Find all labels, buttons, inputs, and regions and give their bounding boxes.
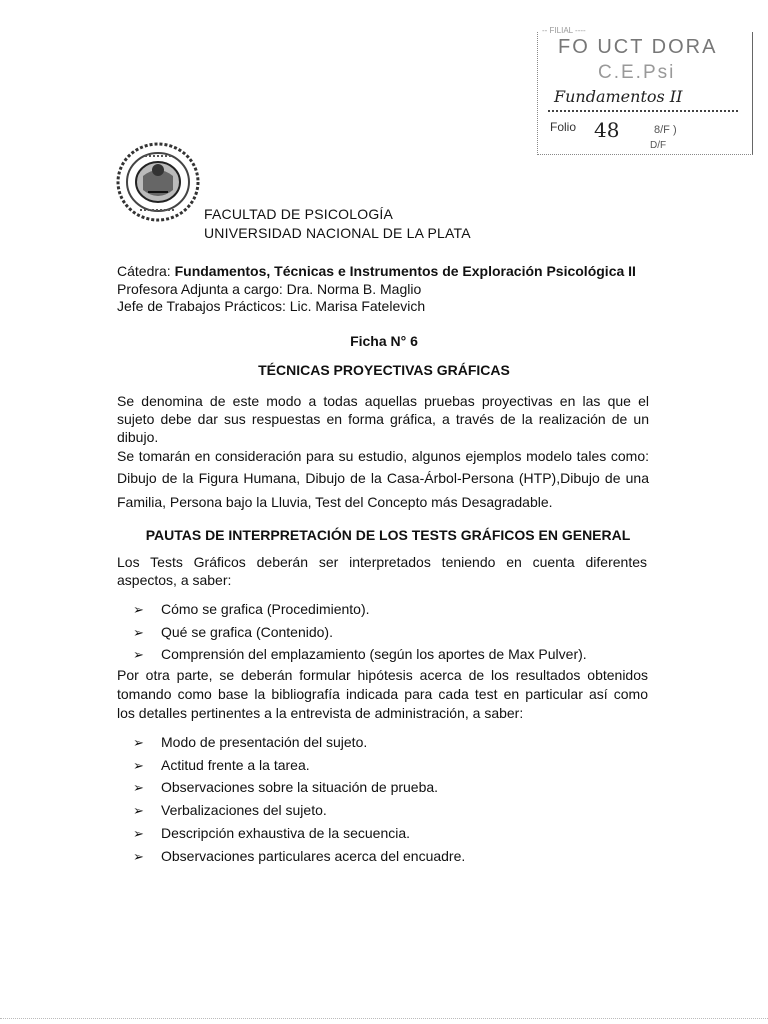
section-intro-line-2: aspectos, a saber: <box>117 572 232 588</box>
catedra-line <box>117 263 636 279</box>
stamp-mark-2: D/F <box>650 140 667 151</box>
library-stamp <box>537 26 753 155</box>
scan-edge-divider <box>0 1018 768 1019</box>
list-item-text: Modo de presentación del sujeto. <box>161 734 368 750</box>
university-seal-icon <box>115 140 201 224</box>
stamp-line-1: FO UCT DORA <box>558 36 718 58</box>
stamp-header: -- FILIAL ---- <box>542 26 586 35</box>
jefe-line: Jefe de Trabajos Prácticos: Lic. Marisa Fatelevich <box>117 298 426 314</box>
paragraph-2-line-1: Por otra parte, se deberán formular hipótesis acerca de los resultados obtenidos <box>117 667 648 683</box>
intro-line-4: Se tomarán en consideración para su estudio, algunos ejemplos modelo tales como: <box>117 448 649 464</box>
arrow-bullet-icon: ➢ <box>133 625 144 640</box>
arrow-bullet-icon: ➢ <box>133 803 144 818</box>
intro-line-6: Familia, Persona bajo la Lluvia, Test del Concepto más Desagradable. <box>117 494 553 510</box>
list-item <box>133 624 333 641</box>
list-item-text: Qué se grafica (Contenido). <box>161 624 333 640</box>
ficha-heading <box>0 333 768 349</box>
paragraph-2-line-3: los detalles pertinentes a la entrevista de administración, a saber: <box>117 705 524 721</box>
arrow-bullet-icon: ➢ <box>133 602 144 617</box>
list-item <box>133 646 587 663</box>
list-item <box>133 825 410 842</box>
intro-line-3: dibujo. <box>117 429 159 445</box>
stamp-folio-label: Folio <box>550 120 577 134</box>
stamp-line-2: C.E.Psi <box>598 62 676 83</box>
stamp-handwritten-subject: Fundamentos II <box>554 87 683 106</box>
list-item-text: Comprensión del emplazamiento (según los aportes de Max Pulver). <box>161 646 587 662</box>
section-title: PAUTAS DE INTERPRETACIÓN DE LOS TESTS GRÁFICOS EN GENERAL <box>145 527 631 543</box>
list-item <box>133 802 327 819</box>
list-item <box>133 848 465 865</box>
ficha-number: 6 <box>410 333 418 349</box>
list-item <box>133 779 438 796</box>
arrow-bullet-icon: ➢ <box>133 826 144 841</box>
list-item <box>133 601 370 618</box>
faculty-name: FACULTAD DE PSICOLOGÍA <box>204 206 394 222</box>
intro-line-2: sujeto debe dar sus respuestas en forma gráfica, a través de la realización de un <box>117 411 649 427</box>
paragraph-2-line-2: tomando como base la bibliografía indicada para cada test en particular así como <box>117 686 648 702</box>
stamp-folio-number: 48 <box>594 118 620 142</box>
ficha-label: Ficha N° <box>350 333 407 349</box>
intro-line-5: Dibujo de la Figura Humana, Dibujo de la Casa-Árbol-Persona (HTP),Dibujo de una <box>117 470 649 486</box>
section-intro-line-1: Los Tests Gráficos deberán ser interpretados teniendo en cuenta diferentes <box>117 554 647 570</box>
list-item-text: Observaciones sobre la situación de prueba. <box>161 779 439 795</box>
list-item <box>133 734 367 751</box>
arrow-bullet-icon: ➢ <box>133 758 144 773</box>
arrow-bullet-icon: ➢ <box>133 647 144 662</box>
catedra-value: Fundamentos, Técnicas e Instrumentos de Exploración Psicológica II <box>174 263 636 279</box>
list-item-text: Cómo se grafica (Procedimiento). <box>161 601 370 617</box>
intro-line-1: Se denomina de este modo a todas aquellas pruebas proyectivas en las que el <box>117 393 649 409</box>
stamp-divider <box>548 110 738 112</box>
list-item-text: Verbalizaciones del sujeto. <box>161 802 327 818</box>
list-item <box>133 757 310 774</box>
arrow-bullet-icon: ➢ <box>133 735 144 750</box>
list-item-text: Descripción exhaustiva de la secuencia. <box>161 825 411 841</box>
catedra-label: Cátedra: <box>117 263 175 279</box>
page-title: TÉCNICAS PROYECTIVAS GRÁFICAS <box>258 362 510 378</box>
profesora-line: Profesora Adjunta a cargo: Dra. Norma B. Maglio <box>117 281 422 297</box>
list-item-text: Actitud frente a la tarea. <box>161 757 310 773</box>
stamp-mark-1: 8/F ) <box>654 124 677 136</box>
list-item-text: Observaciones particulares acerca del encuadre. <box>161 848 466 864</box>
arrow-bullet-icon: ➢ <box>133 849 144 864</box>
arrow-bullet-icon: ➢ <box>133 780 144 795</box>
university-name: UNIVERSIDAD NACIONAL DE LA PLATA <box>204 225 471 241</box>
